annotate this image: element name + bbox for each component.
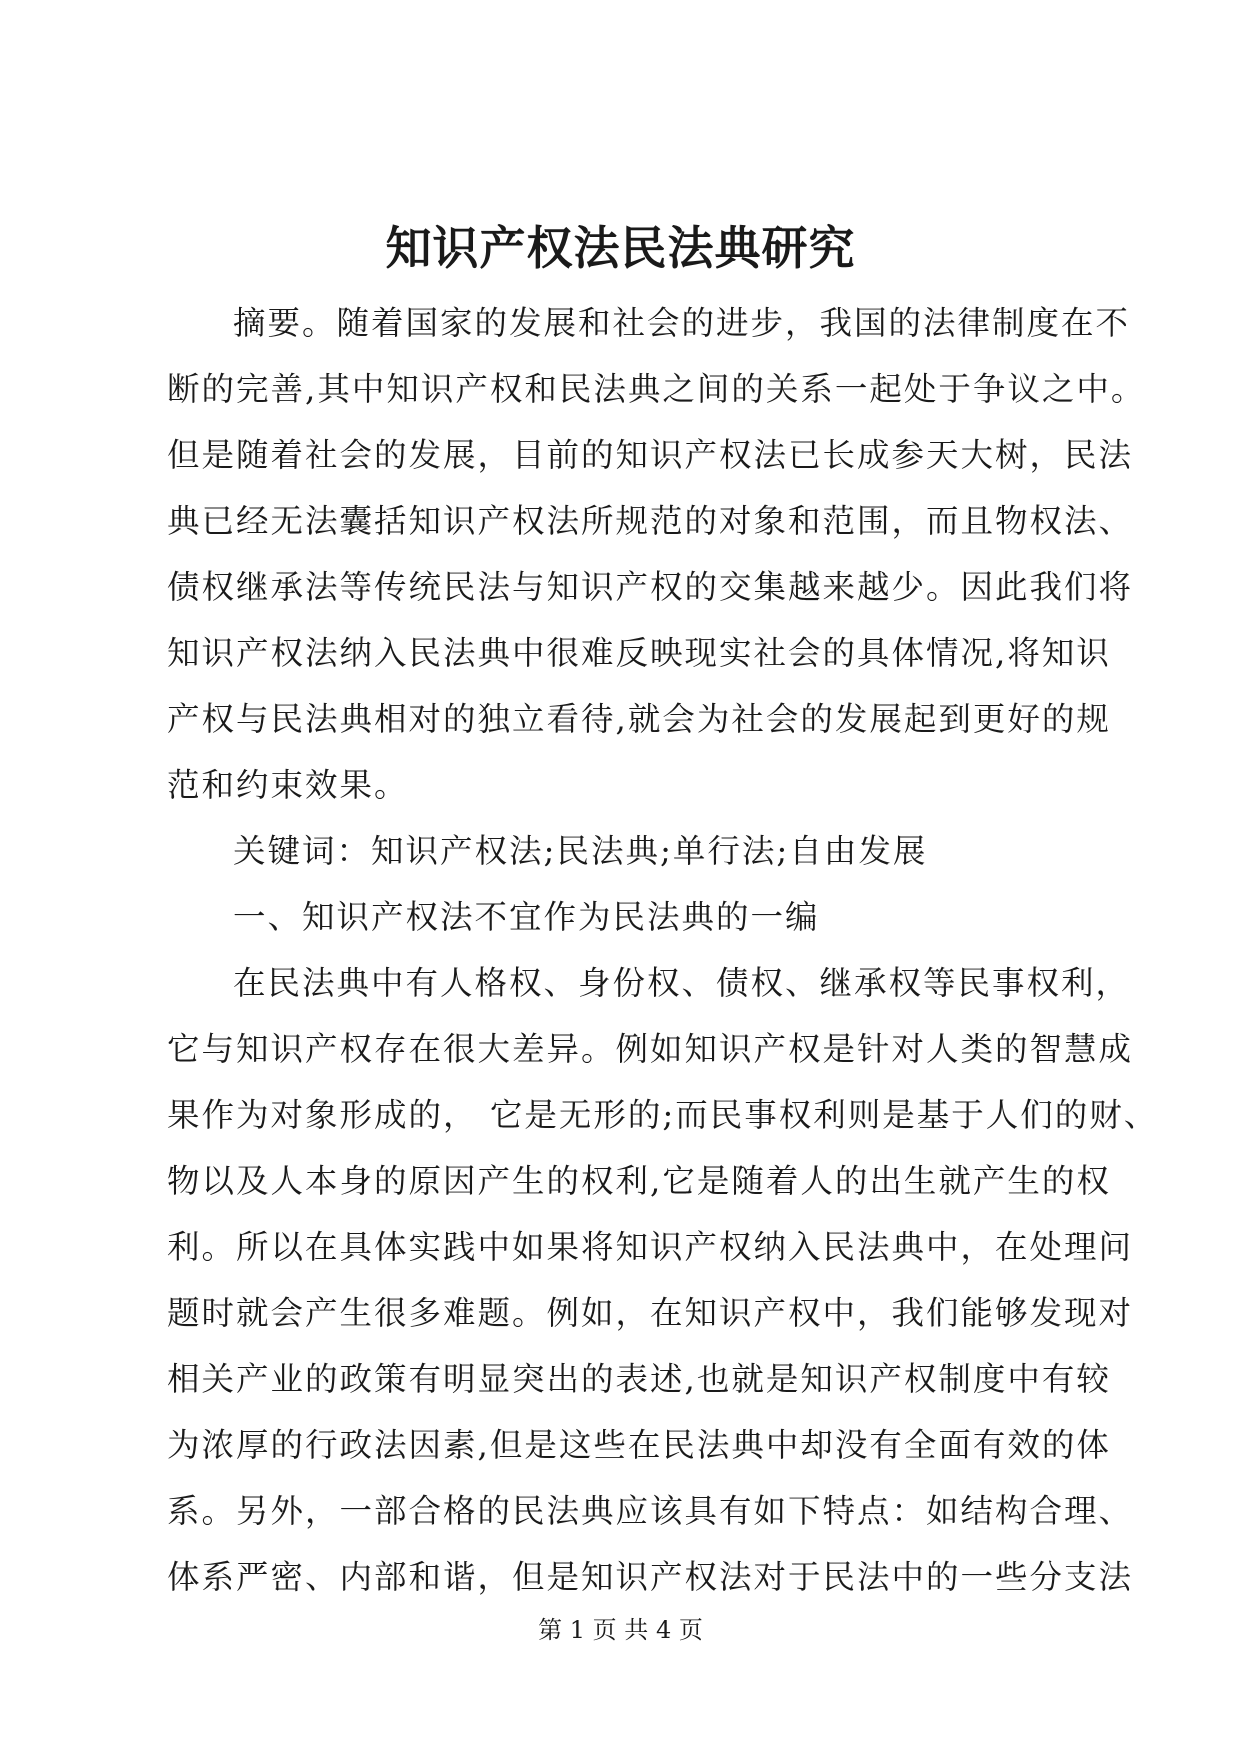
text-line-abstract-end: 范和约束效果。 (167, 766, 409, 804)
text-line: 果作为对象形成的， 它是无形的;而民事权利则是基于人们的财、 (167, 1096, 1159, 1134)
text-line: 相关产业的政策有明显突出的表述,也就是知识产权制度中有较 (167, 1360, 1111, 1398)
text-line: 为浓厚的行政法因素,但是这些在民法典中却没有全面有效的体 (167, 1426, 1111, 1464)
text-line: 体系严密、内部和谐，但是知识产权法对于民法中的一些分支法 (167, 1558, 1134, 1596)
text-line: 但是随着社会的发展，目前的知识产权法已长成参天大树，民法 (167, 436, 1134, 474)
text-line: 它与知识产权存在很大差异。例如知识产权是针对人类的智慧成 (167, 1030, 1134, 1068)
text-line: 典已经无法囊括知识产权法所规范的对象和范围，而且物权法、 (167, 502, 1134, 540)
document-title: 知识产权法民法典研究 (385, 221, 856, 275)
text-line: 利。所以在具体实践中如果将知识产权纳入民法典中，在处理问 (167, 1228, 1134, 1266)
text-line: 题时就会产生很多难题。例如，在知识产权中，我们能够发现对 (167, 1294, 1134, 1332)
text-line: 债权继承法等传统民法与知识产权的交集越来越少。因此我们将 (167, 568, 1134, 606)
section-heading: 一、知识产权法不宜作为民法典的一编 (233, 898, 820, 936)
text-line-abstract-start: 摘要。随着国家的发展和社会的进步，我国的法律制度在不 (233, 304, 1131, 342)
document-body (167, 290, 1159, 1610)
text-line: 系。另外，一部合格的民法典应该具有如下特点：如结构合理、 (167, 1492, 1134, 1530)
text-line: 断的完善,其中知识产权和民法典之间的关系一起处于争议之中。 (167, 370, 1146, 408)
keywords-line: 关键词：知识产权法;民法典;单行法;自由发展 (233, 832, 928, 870)
page-number-footer: 第 1 页 共 4 页 (538, 1616, 703, 1644)
text-line: 物以及人本身的原因产生的权利,它是随着人的出生就产生的权 (167, 1162, 1111, 1200)
text-line: 产权与民法典相对的独立看待,就会为社会的发展起到更好的规 (167, 700, 1111, 738)
text-line-paragraph-start: 在民法典中有人格权、身份权、债权、继承权等民事权利， (233, 964, 1131, 1002)
text-line: 知识产权法纳入民法典中很难反映现实社会的具体情况,将知识 (167, 634, 1111, 672)
